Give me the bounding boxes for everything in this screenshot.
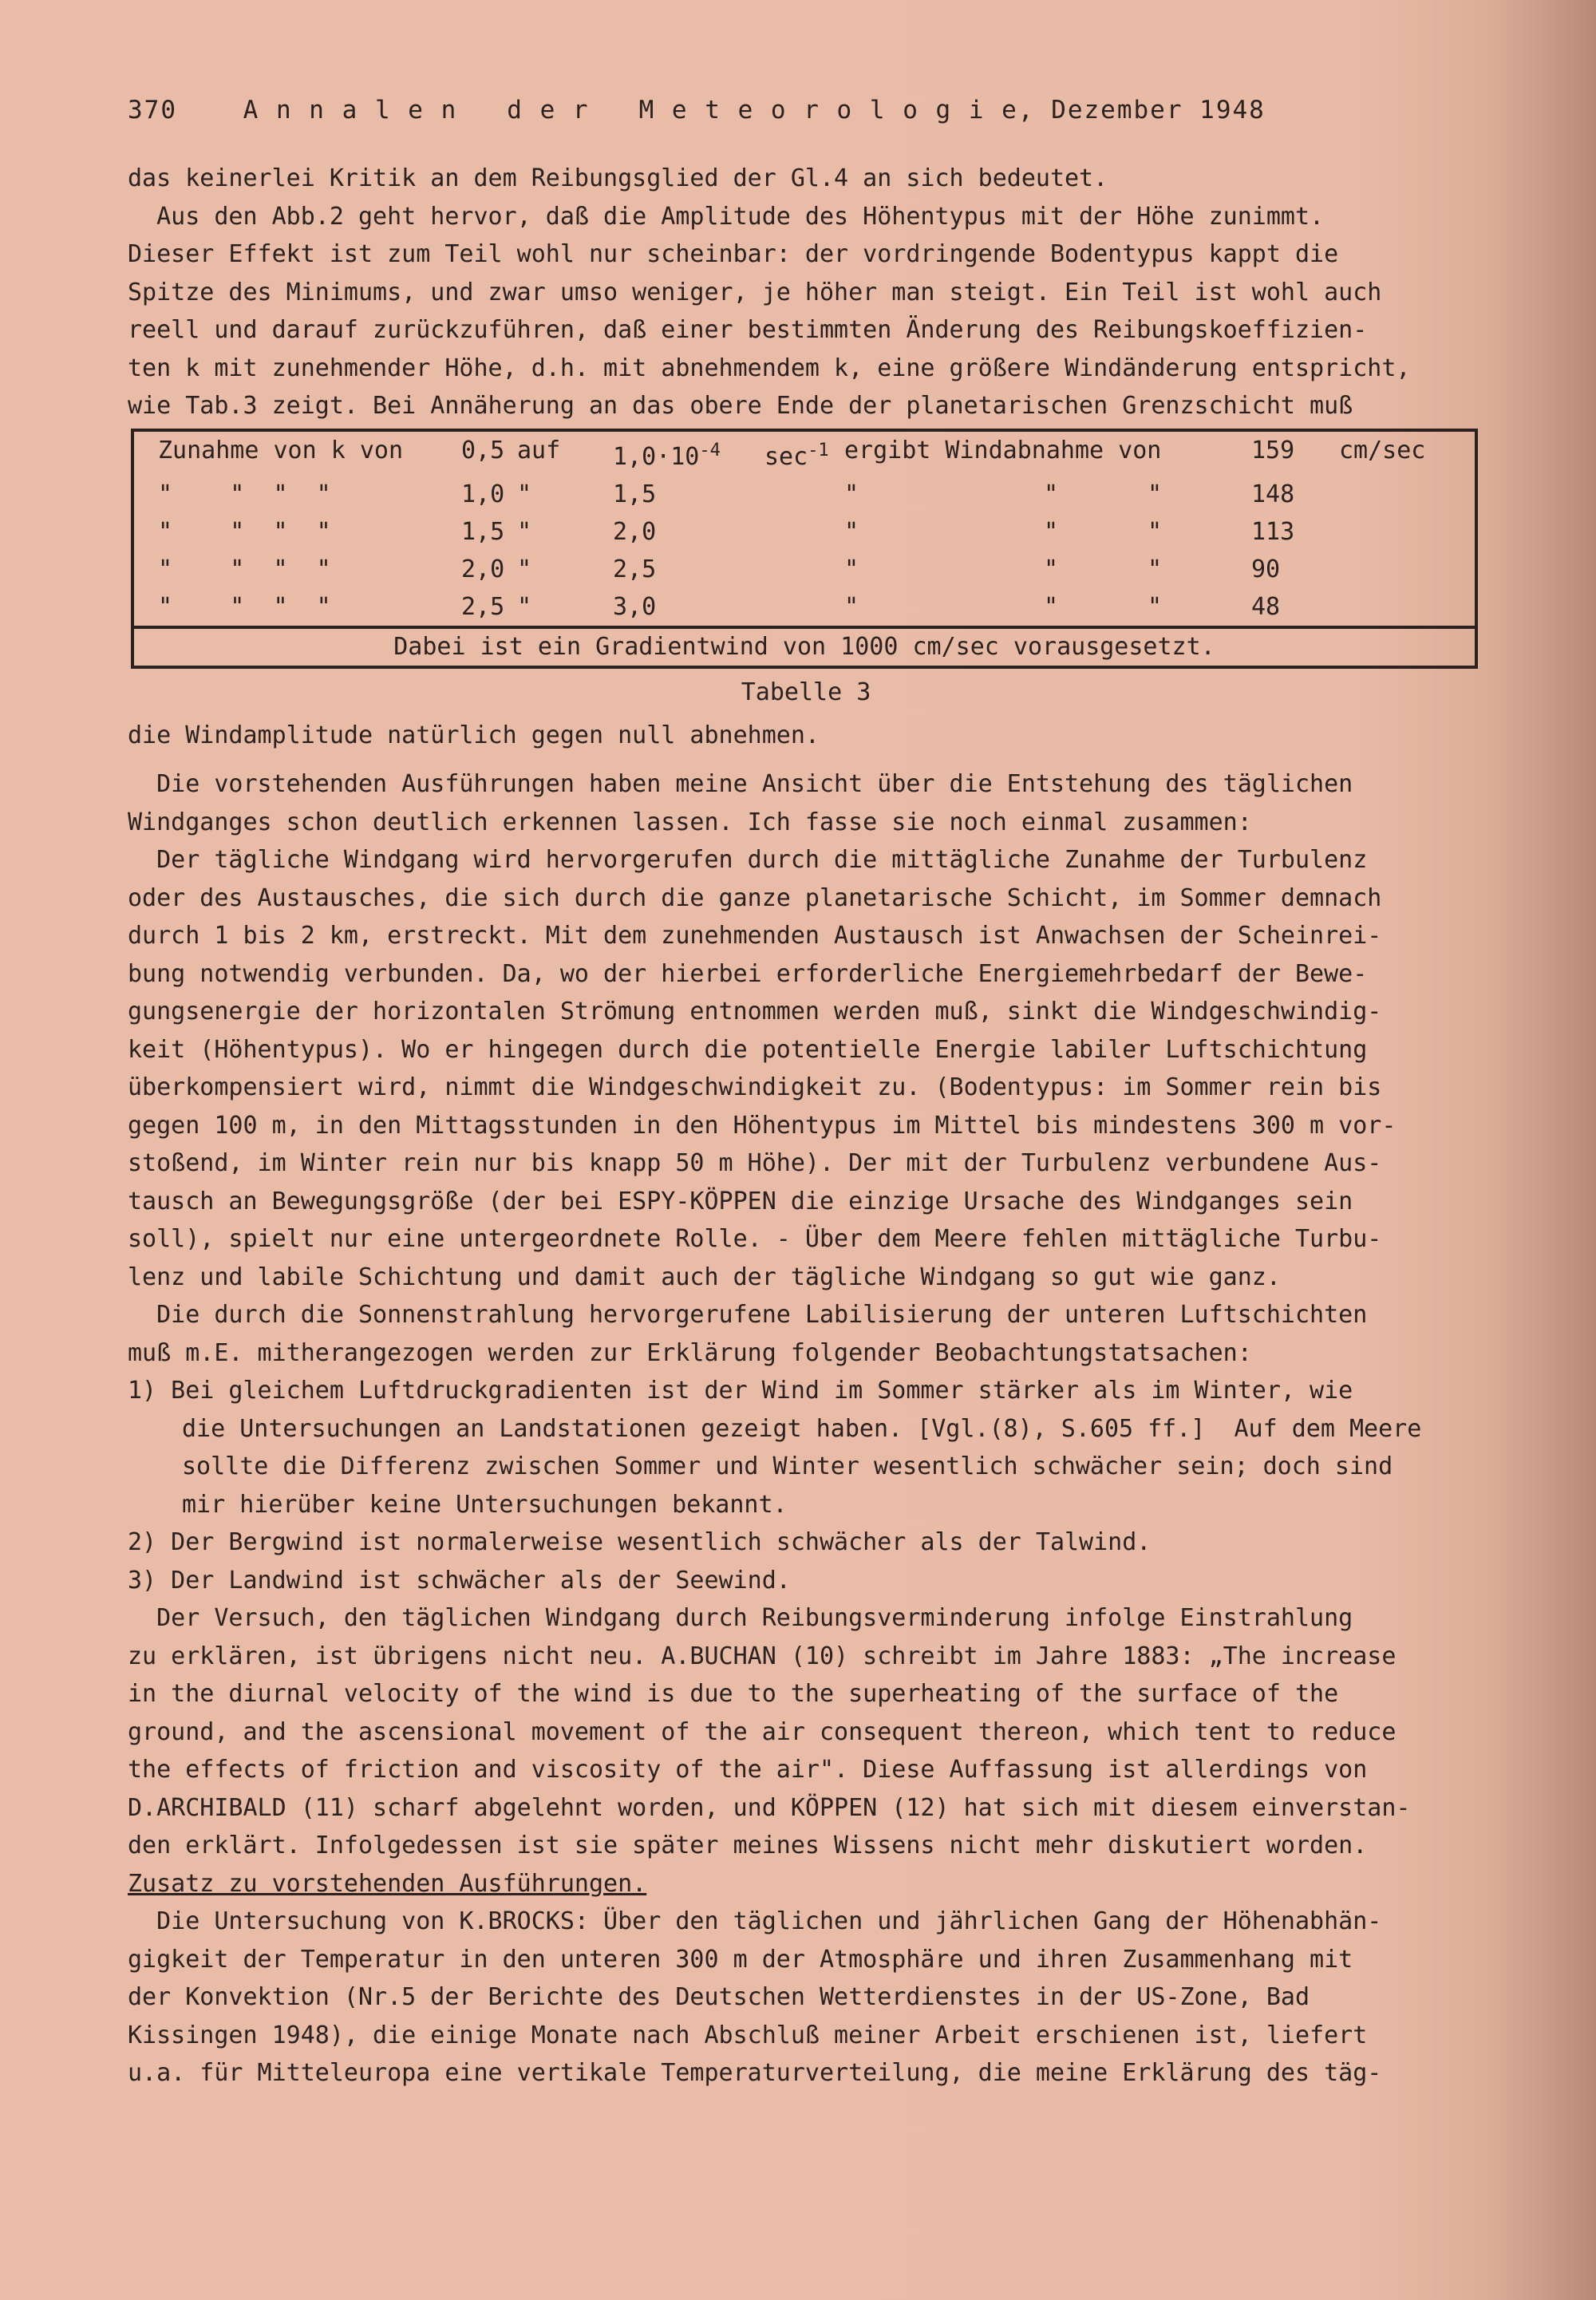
table-cell: " xyxy=(1044,592,1059,621)
table-cell: 113 xyxy=(1251,517,1295,546)
table-cell: " " " " xyxy=(158,592,331,621)
text-line: tausch an Bewegungsgröße (der bei ESPY-KÖPPEN die einzige Ursache des Windganges sein xyxy=(128,1187,1353,1215)
table-cell: auf xyxy=(517,436,561,464)
table-cell: 90 xyxy=(1251,555,1281,583)
paragraph-gap xyxy=(128,754,1540,765)
table-cell: " xyxy=(517,555,532,583)
table-cell: " xyxy=(844,592,859,621)
table-cell: " xyxy=(517,480,532,508)
paragraph-end xyxy=(128,1903,1540,2093)
list-item: 1) Bei gleichem Luftdruckgradienten ist der Wind im Sommer stärker als im Winter, wie xyxy=(128,1377,1353,1405)
table-cell: sec xyxy=(764,442,808,471)
table-cell: " xyxy=(1148,555,1163,583)
table-row xyxy=(134,432,1475,476)
text-line: the effects of friction and viscosity of the air". Diese Auffassung ist allerdings von xyxy=(128,1756,1368,1784)
text-line: den erklärt. Infolgedessen ist sie später meines Wissens nicht mehr diskutiert worden. xyxy=(128,1832,1368,1859)
text-line: die Windamplitude natürlich gegen null abnehmen. xyxy=(128,721,820,749)
exponent: -4 xyxy=(699,440,721,460)
list-item: 3) Der Landwind ist schwächer als der Seewind. xyxy=(128,1566,791,1595)
table-cell: " " " " xyxy=(158,555,331,583)
paragraph-top xyxy=(128,160,1540,425)
table-cell: 148 xyxy=(1251,480,1295,508)
table-cell: " xyxy=(517,592,532,621)
table-cell: 1,5 xyxy=(613,480,657,508)
text-line: durch 1 bis 2 km, erstreckt. Mit dem zunehmenden Austausch ist Anwachsen der Scheinrei- xyxy=(128,922,1382,950)
table-footer: Dabei ist ein Gradientwind von 1000 cm/sec vorausgesetzt. xyxy=(134,626,1475,666)
table-cell: 2,0 xyxy=(613,517,657,546)
running-header xyxy=(128,86,1540,160)
text-line: das keinerlei Kritik an dem Reibungsglied der Gl.4 an sich bedeutet. xyxy=(128,164,1108,192)
table-3 xyxy=(131,429,1478,669)
table-cell: 2,0 xyxy=(461,555,505,583)
header-date: Dezember 1948 xyxy=(1051,96,1266,124)
table-cell xyxy=(764,476,844,513)
table-cell: " xyxy=(1148,517,1163,546)
table-cell: 0,5 xyxy=(461,436,505,464)
text-line: Kissingen 1948), die einige Monate nach Abschluß meiner Arbeit erschienen ist, liefert xyxy=(128,2021,1368,2049)
table-cell: " xyxy=(1148,592,1163,621)
text-line: reell und darauf zurückzuführen, daß einer bestimmten Änderung des Reibungskoeffizien- xyxy=(128,316,1368,344)
text-line: bung notwendig verbunden. Da, wo der hierbei erforderliche Energiemehrbedarf der Bewe- xyxy=(128,959,1368,988)
text-line: Die vorstehenden Ausführungen haben meine Ansicht über die Entstehung des täglichen xyxy=(128,770,1353,798)
table-row xyxy=(134,513,1475,551)
table-cell: cm/sec xyxy=(1339,436,1426,464)
table-cell xyxy=(764,588,844,626)
table-cell: Zunahme von k von xyxy=(158,436,404,464)
text-line: Der Versuch, den täglichen Windgang durch Reibungsverminderung infolge Einstrahlung xyxy=(128,1604,1353,1632)
table-cell: 3,0 xyxy=(613,592,657,621)
table-cell: " xyxy=(1044,480,1059,508)
table-cell xyxy=(1339,551,1451,588)
table-cell: 1,0·10 xyxy=(613,442,700,471)
text-line: Windganges schon deutlich erkennen lassen. Ich fasse sie noch einmal zusammen: xyxy=(128,808,1252,836)
table-cell: 48 xyxy=(1251,592,1281,621)
table-caption: Tabelle 3 xyxy=(741,678,871,706)
text-line: Die durch die Sonnenstrahlung hervorgerufene Labilisierung der unteren Luftschichten xyxy=(128,1301,1368,1329)
table-cell xyxy=(1339,513,1451,551)
text-line: ten k mit zunehmender Höhe, d.h. mit abnehmendem k, eine größere Windänderung entspricht, xyxy=(128,354,1411,382)
table-cell-value xyxy=(613,432,764,476)
text-line: oder des Austausches, die sich durch die ganze planetarische Schicht, im Sommer demnach xyxy=(128,883,1382,912)
table-cell: " xyxy=(1044,517,1059,546)
text-line: Die Untersuchung von K.BROCKS: Über den täglichen und jährlichen Gang der Höhenabhän- xyxy=(128,1907,1382,1935)
table-cell: " xyxy=(517,517,532,546)
table-cell: 159 xyxy=(1251,436,1295,464)
text-line: Spitze des Minimums, und zwar umso weniger, je höher man steigt. Ein Teil ist wohl auch xyxy=(128,278,1382,306)
table-cell: 2,5 xyxy=(613,555,657,583)
text-line: zu erklären, ist übrigens nicht neu. A.BUCHAN (10) schreibt im Jahre 1883: „The increase xyxy=(128,1642,1396,1670)
journal-title: A n n a l e n d e r M e t e o r o l o g i e, xyxy=(243,96,1035,124)
table-cell xyxy=(1339,476,1451,513)
exponent: -1 xyxy=(808,440,829,460)
table-row xyxy=(134,476,1475,513)
text-line: wie Tab.3 zeigt. Bei Annäherung an das obere Ende der planetarischen Grenzschicht muß xyxy=(128,392,1353,420)
text-line: sollte die Differenz zwischen Sommer und Winter wesentlich schwächer sein; doch sind xyxy=(182,1452,1393,1480)
text-line: die Untersuchungen an Landstationen gezeigt haben. [Vgl.(8), S.605 ff.] Auf dem Meere xyxy=(182,1414,1422,1443)
text-line: Dieser Effekt ist zum Teil wohl nur scheinbar: der vordringende Bodentypus kappt die xyxy=(128,240,1339,268)
table-cell: " xyxy=(844,555,859,583)
table-cell-unit xyxy=(764,432,844,476)
table-cell: " xyxy=(1148,480,1163,508)
text-line: muß m.E. mitherangezogen werden zur Erklärung folgender Beobachtungstatsachen: xyxy=(128,1338,1252,1367)
text-line: gegen 100 m, in den Mittagsstunden in den Höhentypus im Mittel bis mindestens 300 m vor- xyxy=(128,1111,1396,1140)
text-line: mir hierüber keine Untersuchungen bekannt. xyxy=(182,1490,788,1519)
table-cell: ergibt Windabnahme von xyxy=(844,436,1162,464)
table-cell: " xyxy=(844,517,859,546)
table-cell: " xyxy=(1044,555,1059,583)
text-line: gungsenergie der horizontalen Strömung entnommen werden muß, sinkt die Windgeschwindig- xyxy=(128,998,1382,1026)
text-line: ground, and the ascensional movement of the air consequent thereon, which tent to reduce xyxy=(128,1717,1396,1746)
text-line: überkompensiert wird, nimmt die Windgeschwindigkeit zu. (Bodentypus: im Sommer rein bis xyxy=(128,1073,1382,1101)
text-line: D.ARCHIBALD (11) scharf abgelehnt worden, und KÖPPEN (12) hat sich mit diesem einverstan- xyxy=(128,1793,1411,1822)
table-cell: 2,5 xyxy=(461,592,505,621)
table-cell xyxy=(1339,588,1451,626)
table-row xyxy=(134,551,1475,588)
list-item: 2) Der Bergwind ist normalerweise wesentlich schwächer als der Talwind. xyxy=(128,1528,1152,1556)
text-line: keit (Höhentypus). Wo er hingegen durch die potentielle Energie labiler Luftschichtung xyxy=(128,1035,1368,1064)
text-line: in the diurnal velocity of the wind is due to the superheating of the surface of the xyxy=(128,1680,1339,1708)
section-title: Zusatz zu vorstehenden Ausführungen. xyxy=(128,1869,647,1898)
text-line: u.a. für Mitteleuropa eine vertikale Temperaturverteilung, die meine Erklärung des täg- xyxy=(128,2059,1382,2087)
table-cell xyxy=(764,513,844,551)
table-cell: " " " " xyxy=(158,480,331,508)
text-line: Aus den Abb.2 geht hervor, daß die Amplitude des Höhentypus mit der Höhe zunimmt. xyxy=(128,202,1325,231)
text-line: der Konvektion (Nr.5 der Berichte des Deutschen Wetterdienstes in der US-Zone, Bad xyxy=(128,1983,1310,2011)
text-line: Der tägliche Windgang wird hervorgerufen durch die mittägliche Zunahme der Turbulenz xyxy=(128,846,1368,874)
page-content xyxy=(128,86,1540,2093)
page-number: 370 xyxy=(128,96,177,124)
table-cell: 1,0 xyxy=(461,480,505,508)
table-cell: " xyxy=(844,480,859,508)
text-line: lenz und labile Schichtung und damit auch der tägliche Windgang so gut wie ganz. xyxy=(128,1263,1281,1291)
text-line: gigkeit der Temperatur in den unteren 300 m der Atmosphäre und ihren Zusammenhang mit xyxy=(128,1945,1353,1974)
table-row xyxy=(134,588,1475,626)
table-cell: 1,5 xyxy=(461,517,505,546)
table-cell xyxy=(764,551,844,588)
text-line: soll), spielt nur eine untergeordnete Rolle. - Über dem Meere fehlen mittägliche Turbu- xyxy=(128,1225,1382,1253)
paragraph-main xyxy=(128,765,1540,1865)
text-line: stoßend, im Winter rein nur bis knapp 50 m Höhe). Der mit der Turbulenz verbundene Aus- xyxy=(128,1149,1382,1177)
table-cell: " " " " xyxy=(158,517,331,546)
